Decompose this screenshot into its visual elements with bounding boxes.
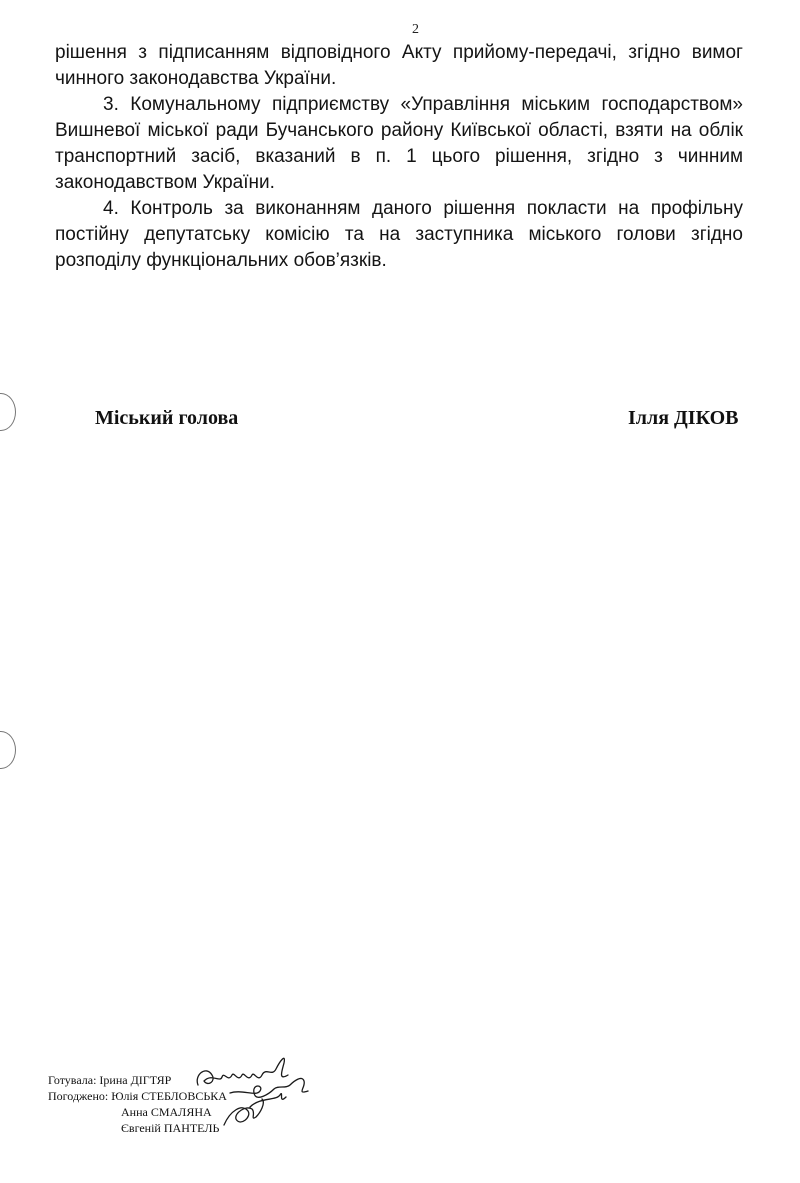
agreed-name: Євгеній ПАНТЕЛЬ [121,1121,220,1135]
paragraph-item-4: 4. Контроль за виконанням даного рішення покласти на профільну постійну депутатську комісію та на заступника міського голови згідно розподілу функціональних обов’язків. [55,198,743,271]
binder-hole-mark [0,393,16,431]
page-number: 2 [412,22,419,37]
agreed-name: Анна СМАЛЯНА [121,1105,212,1119]
handwritten-signatures [190,1045,330,1140]
paragraph-continuation: рішення з підписанням відповідного Акту прийому-передачі, згідно вимог чинного законодавства України. [55,42,743,89]
signature-stroke [197,1058,288,1085]
signature-stroke [230,1078,308,1097]
document-body [55,40,743,274]
paragraph-item-3: 3. Комунальному підприємству «Управління міським господарством» Вишневої міської ради Бучанського району Київської області, взяти на облік транспортний засіб, вказаний в п. 1 цього рішення, згідно з чинним законодавством України. [55,94,743,193]
agreed-name: Юлія СТЕБЛОВСЬКА [111,1089,227,1103]
prepared-name: Ірина ДІГТЯР [99,1073,172,1087]
agreed-label: Погоджено: [48,1089,109,1103]
signatory-title: Міський голова [95,407,239,429]
signatory-name: Ілля ДІКОВ [628,407,739,429]
binder-hole-mark [0,731,16,769]
prepared-label: Готувала: [48,1073,97,1087]
